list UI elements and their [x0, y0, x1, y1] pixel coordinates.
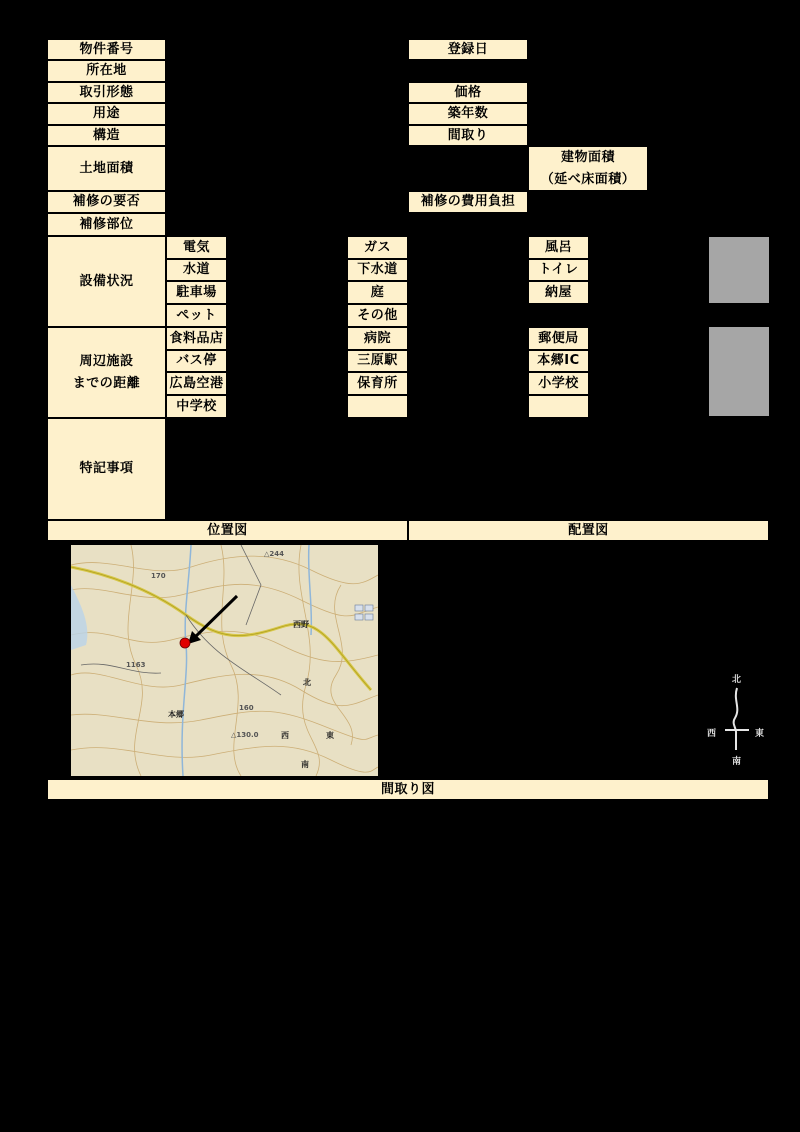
svg-text:160: 160	[239, 704, 254, 712]
map-label-minami: 南	[301, 760, 309, 769]
location-marker-icon	[180, 638, 190, 648]
nearby-elementary: 小学校	[528, 372, 589, 395]
nearby-bus-stop: バス停	[166, 350, 227, 372]
svg-text:170: 170	[151, 572, 166, 580]
nearby-header	[47, 327, 166, 418]
repair-part-label: 補修部位	[47, 213, 166, 236]
facility-pet: ペット	[166, 304, 227, 327]
nearby-nursery: 保育所	[347, 372, 408, 395]
repair-need-label: 補修の要否	[47, 191, 166, 213]
nearby-grocery: 食料品店	[166, 327, 227, 350]
location-label: 所在地	[47, 60, 166, 82]
land-area-label: 土地面積	[47, 146, 166, 191]
nearby-blank-2	[528, 395, 589, 418]
building-area-label	[528, 146, 648, 191]
nearby-interchange: 本郷IC	[528, 350, 589, 372]
facilities-header: 設備状況	[47, 236, 166, 327]
nearby-header-line2: までの距離	[72, 375, 141, 391]
nearby-post-office: 郵便局	[528, 327, 589, 350]
property-no-label: 物件番号	[47, 39, 166, 60]
svg-text:△130.0: △130.0	[231, 731, 259, 739]
facility-gas: ガス	[347, 236, 408, 259]
svg-text:1163: 1163	[126, 661, 146, 669]
nearby-image-placeholder	[709, 327, 769, 416]
facility-garden: 庭	[347, 281, 408, 304]
age-label: 築年数	[408, 103, 528, 125]
nearby-hospital: 病院	[347, 327, 408, 350]
site-plan-title: 配置図	[408, 520, 769, 541]
repair-cost-label: 補修の費用負担	[408, 191, 528, 213]
map-label-kita: 北	[303, 678, 311, 687]
facility-toilet: トイレ	[528, 259, 589, 281]
facility-sewer: 下水道	[347, 259, 408, 281]
compass-west: 西	[707, 729, 717, 739]
compass-east: 東	[755, 729, 765, 739]
compass-north: 北	[732, 675, 742, 685]
transaction-label: 取引形態	[47, 82, 166, 103]
building-area-line2: （延べ床面積）	[540, 171, 636, 187]
floor-plan-title: 間取り図	[47, 779, 769, 800]
price-label: 価格	[408, 82, 528, 103]
location-map-title: 位置図	[47, 520, 408, 541]
structure-label: 構造	[47, 125, 166, 146]
nearby-header-line1: 周辺施設	[79, 353, 134, 369]
nearby-airport: 広島空港	[166, 372, 227, 395]
map-label-higashi: 東	[326, 731, 334, 740]
facility-electric: 電気	[166, 236, 227, 259]
facility-bath: 風呂	[528, 236, 589, 259]
svg-text:△244: △244	[264, 550, 284, 558]
facility-parking: 駐車場	[166, 281, 227, 304]
map-label-nishino: 西野	[293, 620, 309, 629]
map-label-nishi: 西	[281, 731, 289, 740]
facilities-image-placeholder	[709, 237, 769, 303]
use-label: 用途	[47, 103, 166, 125]
compass-icon	[703, 670, 767, 770]
registration-date-label: 登録日	[408, 39, 528, 60]
facility-other: その他	[347, 304, 408, 327]
nearby-station: 三原駅	[347, 350, 408, 372]
location-map	[71, 545, 378, 776]
building-area-line1: 建物面積	[560, 149, 615, 165]
layout-label: 間取り	[408, 125, 528, 146]
facility-water: 水道	[166, 259, 227, 281]
notes-label: 特記事項	[47, 418, 166, 520]
nearby-junior-high: 中学校	[166, 395, 227, 418]
compass-south: 南	[732, 757, 742, 767]
nearby-blank-1	[347, 395, 408, 418]
map-label-hongo: 本郷	[168, 710, 184, 719]
facility-barn: 納屋	[528, 281, 589, 304]
